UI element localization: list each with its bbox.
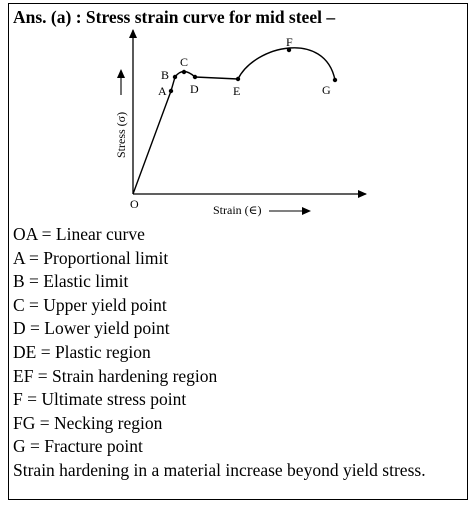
point-c-label: C [180,55,189,69]
point-f-label: F [286,35,293,49]
origin-label: O [130,197,139,211]
point-e-label: E [233,84,241,98]
legend-item: D = Lower yield point [13,318,170,339]
point-g-marker [333,78,337,82]
point-g-label: G [322,83,331,97]
curve-hardening-necking-segment [238,48,335,80]
point-b-marker [173,75,177,79]
legend-item: G = Fracture point [13,436,143,457]
point-d-label: D [190,82,199,96]
legend-item: F = Ultimate stress point [13,389,187,410]
point-e-marker [236,77,240,81]
legend-item: DE = Plastic region [13,341,151,362]
legend-list [13,223,217,459]
point-b-label: B [161,68,170,82]
explanation-note: Strain hardening in a material increase beyond yield stress. [13,460,426,480]
curve-plastic-segment [195,77,238,79]
answer-title: Ans. (a) : Stress strain curve for mid steel – [13,7,336,27]
legend-item: B = Elastic limit [13,271,129,292]
y-axis-label: Stress (σ) [114,111,128,158]
legend-item: EF = Strain hardening region [13,365,218,386]
point-a-label: A [158,84,167,98]
point-a-marker [169,89,173,93]
point-d-marker [193,75,197,79]
x-axis-label: Strain (∈) [213,203,262,217]
legend-item: A = Proportional limit [13,247,169,268]
point-c-marker [182,70,186,74]
stress-strain-diagram [0,0,476,225]
legend-item: C = Upper yield point [13,294,167,315]
legend-item: OA = Linear curve [13,224,145,244]
legend-item: FG = Necking region [13,412,163,433]
